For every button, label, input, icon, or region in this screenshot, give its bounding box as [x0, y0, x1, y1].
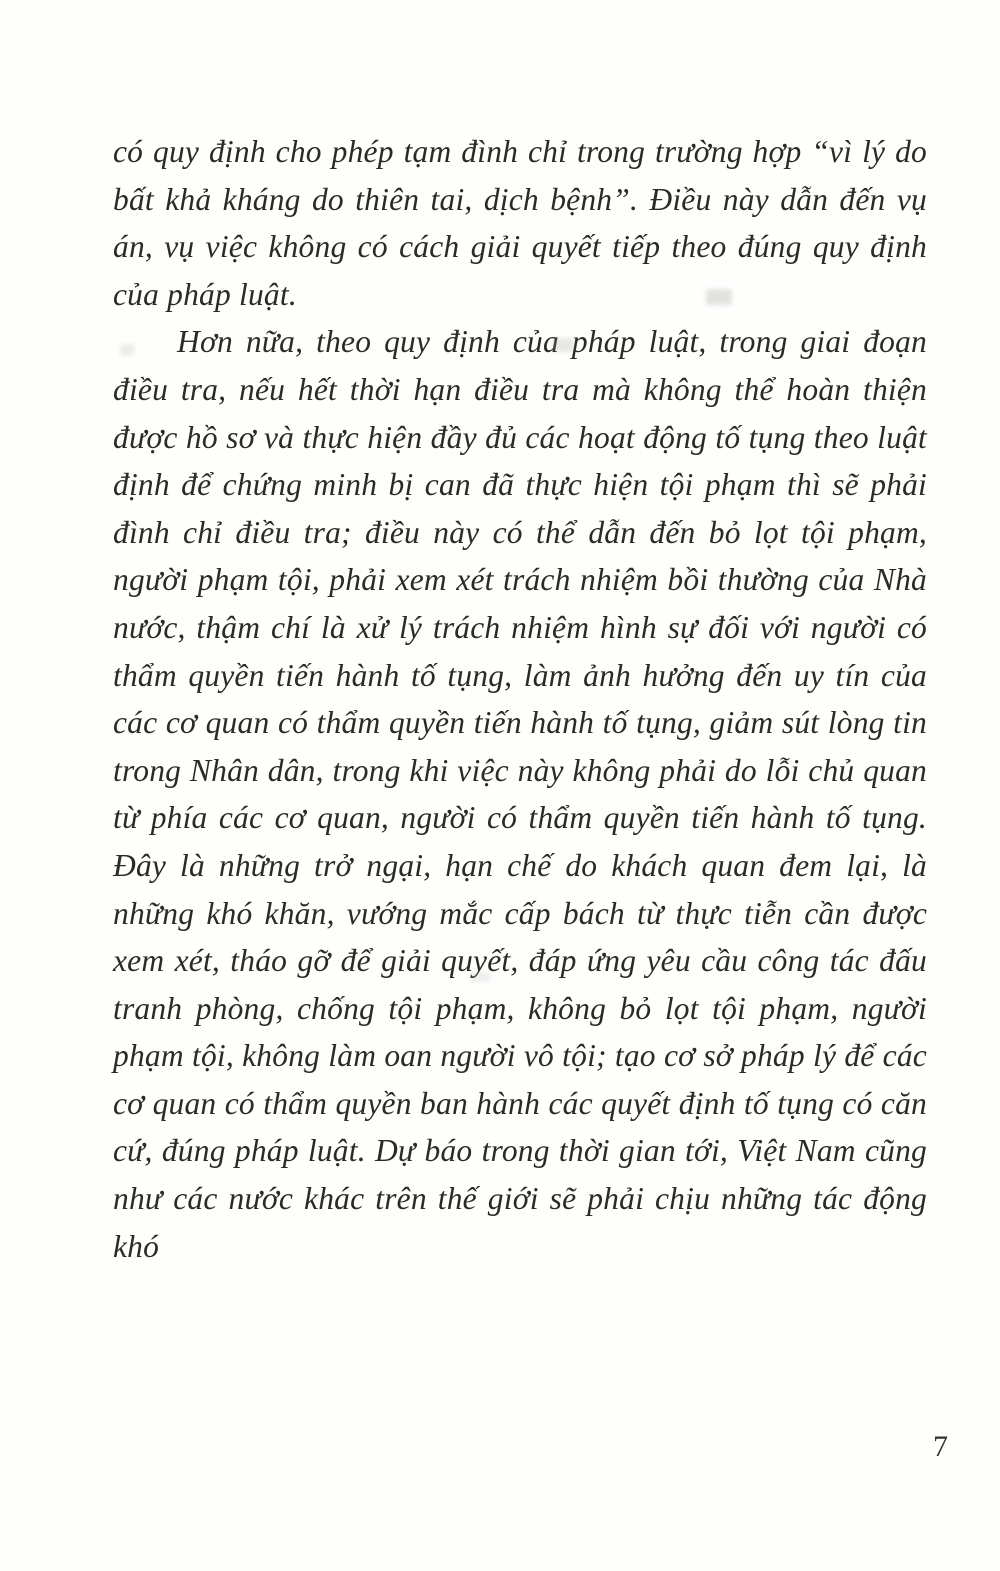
paragraph: Hơn nữa, theo quy định của pháp luật, trong giai đoạn điều tra, nếu hết thời hạn điều tra mà không thể hoàn thiện được hồ sơ và thực hiện đầy đủ các hoạt động tố tụng theo luật định để chứng minh bị can đã thực hiện tội phạm thì sẽ phải đình chỉ điều tra; điều này có thể dẫn đến bỏ lọt tội phạm, người phạm tội, phải xem xét trách nhiệm bồi thường của Nhà nước, thậm chí là xử lý trách nhiệm hình sự đối với người có thẩm quyền tiến hành tố tụng, làm ảnh hưởng đến uy tín của các cơ quan có thẩm quyền tiến hành tố tụng, giảm sút lòng tin trong Nhân dân, trong khi việc này không phải do lỗi chủ quan từ phía các cơ quan, người có thẩm quyền tiến hành tố tụng. Đây là những trở ngại, hạn chế do khách quan đem lại, là những khó khăn, vướng mắc cấp bách từ thực tiễn cần được xem xét, tháo gỡ để giải quyết, đáp ứng yêu cầu công tác đấu tranh phòng, chống tội phạm, không bỏ lọt tội phạm, người phạm tội, không làm oan người vô tội; tạo cơ sở pháp lý để các cơ quan có thẩm quyền ban hành các quyết định tố tụng có căn cứ, đúng pháp luật. Dự báo trong thời gian tới, Việt Nam cũng như các nước khác trên thế giới sẽ phải chịu những tác động khó: [113, 324, 927, 1264]
scan-artifact: [552, 338, 574, 352]
scan-artifact: [120, 344, 134, 356]
scan-artifact: [470, 972, 490, 982]
scan-artifact: [706, 289, 732, 305]
paragraph: có quy định cho phép tạm đình chỉ trong trường hợp “vì lý do bất khả kháng do thiên tai, dịch bệnh”. Điều này dẫn đến vụ án, vụ việc không có cách giải quyết tiếp theo đúng quy định của pháp luật.: [113, 134, 927, 312]
text-block: [113, 128, 927, 1270]
page-number: 7: [933, 1430, 948, 1463]
